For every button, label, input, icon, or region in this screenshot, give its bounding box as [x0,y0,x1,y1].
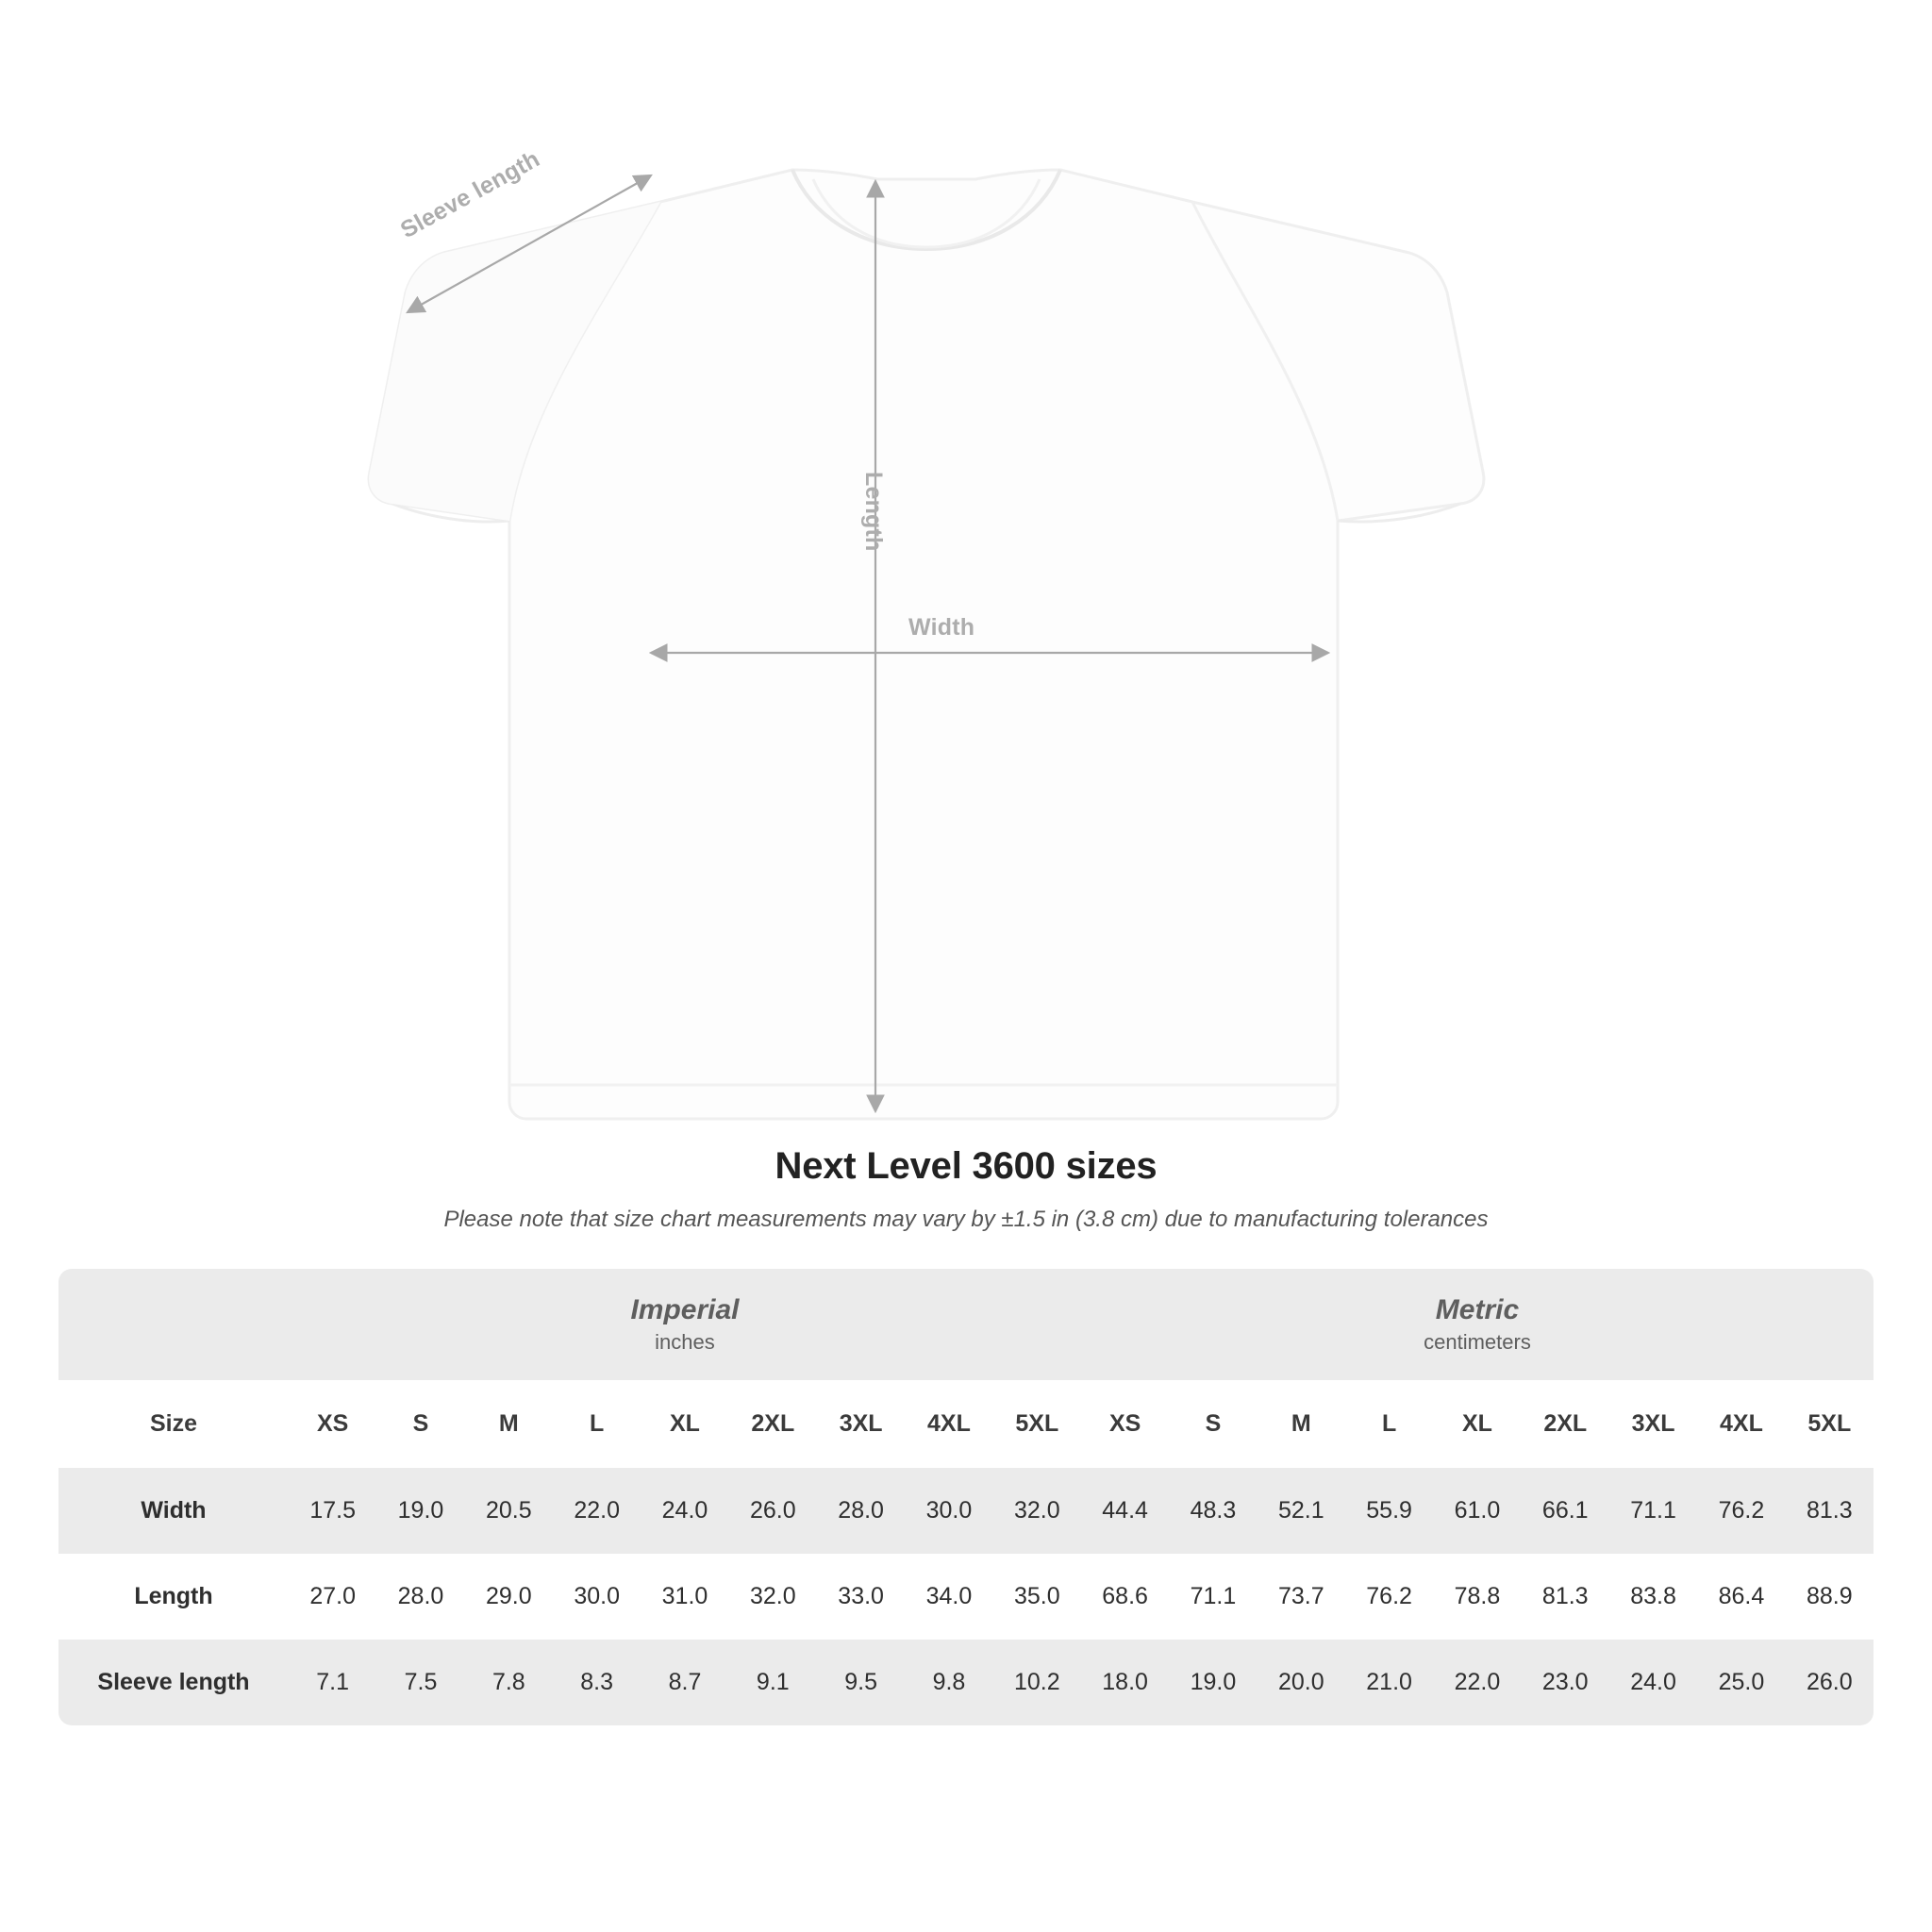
cell-length-imperial-4xl: 34.0 [905,1554,992,1640]
unit-group-imperial-name: Imperial [630,1294,740,1325]
cell-length-imperial-3xl: 33.0 [817,1554,905,1640]
table-row [58,1554,1874,1640]
size-header-cell: 3XL [1609,1380,1697,1468]
cell-width-imperial-4xl: 30.0 [905,1468,992,1554]
unit-header-row [58,1269,1874,1380]
cell-width-metric-2xl: 66.1 [1522,1468,1609,1554]
width-label: Width [908,614,975,641]
size-header-cell: 2XL [1522,1380,1609,1468]
size-header-cell: 4XL [905,1380,992,1468]
cell-width-metric-4xl: 76.2 [1697,1468,1785,1554]
size-header-cell: 5XL [993,1380,1081,1468]
cell-length-metric-3xl: 83.8 [1609,1554,1697,1640]
cell-width-imperial-2xl: 26.0 [729,1468,817,1554]
cell-width-metric-m: 52.1 [1257,1468,1345,1554]
cell-sleeve-imperial-s: 7.5 [376,1640,464,1725]
cell-length-imperial-xs: 27.0 [289,1554,376,1640]
cell-width-imperial-m: 20.5 [465,1468,553,1554]
row-label-sleeve-length: Sleeve length [58,1640,289,1725]
cell-length-metric-xs: 68.6 [1081,1554,1169,1640]
cell-sleeve-imperial-m: 7.8 [465,1640,553,1725]
cell-sleeve-imperial-l: 8.3 [553,1640,641,1725]
size-header-cell: XL [641,1380,728,1468]
tolerance-note: Please note that size chart measurements may vary by ±1.5 in (3.8 cm) due to manufacturing tolerances [443,1207,1489,1232]
cell-length-metric-s: 71.1 [1169,1554,1257,1640]
cell-length-imperial-5xl: 35.0 [993,1554,1081,1640]
tshirt-shape [369,170,1484,1119]
unit-header-corner [58,1269,289,1380]
unit-group-imperial [289,1269,1081,1380]
cell-length-imperial-s: 28.0 [376,1554,464,1640]
size-header-cell: XS [289,1380,376,1468]
size-header-cell: M [1257,1380,1345,1468]
size-header-cell: S [376,1380,464,1468]
size-header-cell: XS [1081,1380,1169,1468]
size-header-cell: S [1169,1380,1257,1468]
cell-length-imperial-m: 29.0 [465,1554,553,1640]
cell-sleeve-imperial-xs: 7.1 [289,1640,376,1725]
cell-width-imperial-s: 19.0 [376,1468,464,1554]
size-header-cell: 2XL [729,1380,817,1468]
cell-sleeve-metric-xs: 18.0 [1081,1640,1169,1725]
cell-sleeve-metric-3xl: 24.0 [1609,1640,1697,1725]
unit-group-imperial-sub: inches [655,1330,715,1355]
cell-sleeve-metric-2xl: 23.0 [1522,1640,1609,1725]
cell-length-metric-m: 73.7 [1257,1554,1345,1640]
cell-sleeve-metric-s: 19.0 [1169,1640,1257,1725]
cell-sleeve-metric-xl: 22.0 [1433,1640,1521,1725]
cell-sleeve-imperial-5xl: 10.2 [993,1640,1081,1725]
cell-width-imperial-xl: 24.0 [641,1468,728,1554]
cell-width-imperial-3xl: 28.0 [817,1468,905,1554]
cell-sleeve-metric-5xl: 26.0 [1786,1640,1874,1725]
cell-length-metric-xl: 78.8 [1433,1554,1521,1640]
unit-group-metric-sub: centimeters [1424,1330,1531,1355]
size-table [58,1269,1874,1725]
cell-sleeve-imperial-xl: 8.7 [641,1640,728,1725]
sleeve-length-label: Sleeve length [395,145,544,244]
size-header-label: Size [58,1380,289,1468]
cell-width-metric-l: 55.9 [1345,1468,1433,1554]
cell-length-metric-l: 76.2 [1345,1554,1433,1640]
size-table-wrap [58,1269,1874,1725]
size-header-cell: XL [1433,1380,1521,1468]
table-row [58,1468,1874,1554]
unit-group-metric-name: Metric [1435,1294,1520,1325]
size-header-cell: 5XL [1786,1380,1874,1468]
cell-sleeve-imperial-2xl: 9.1 [729,1640,817,1725]
row-label-width: Width [58,1468,289,1554]
cell-width-metric-s: 48.3 [1169,1468,1257,1554]
cell-width-imperial-xs: 17.5 [289,1468,376,1554]
cell-length-metric-2xl: 81.3 [1522,1554,1609,1640]
size-header-cell: L [1345,1380,1433,1468]
table-row [58,1640,1874,1725]
cell-width-imperial-5xl: 32.0 [993,1468,1081,1554]
cell-width-metric-xl: 61.0 [1433,1468,1521,1554]
unit-group-metric [1081,1269,1874,1380]
cell-length-metric-4xl: 86.4 [1697,1554,1785,1640]
page-title: Next Level 3600 sizes [774,1145,1158,1187]
cell-length-imperial-2xl: 32.0 [729,1554,817,1640]
cell-width-metric-xs: 44.4 [1081,1468,1169,1554]
cell-sleeve-imperial-3xl: 9.5 [817,1640,905,1725]
cell-sleeve-imperial-4xl: 9.8 [905,1640,992,1725]
cell-width-metric-5xl: 81.3 [1786,1468,1874,1554]
size-header-row [58,1380,1874,1468]
row-label-length: Length [58,1554,289,1640]
cell-sleeve-metric-l: 21.0 [1345,1640,1433,1725]
cell-length-imperial-xl: 31.0 [641,1554,728,1640]
cell-sleeve-metric-m: 20.0 [1257,1640,1345,1725]
heading-block [0,1145,1932,1233]
size-header-cell: 3XL [817,1380,905,1468]
cell-sleeve-metric-4xl: 25.0 [1697,1640,1785,1725]
cell-width-imperial-l: 22.0 [553,1468,641,1554]
cell-length-imperial-l: 30.0 [553,1554,641,1640]
cell-width-metric-3xl: 71.1 [1609,1468,1697,1554]
cell-length-metric-5xl: 88.9 [1786,1554,1874,1640]
size-header-cell: L [553,1380,641,1468]
length-label: Length [860,472,887,552]
size-header-cell: 4XL [1697,1380,1785,1468]
size-header-cell: M [465,1380,553,1468]
